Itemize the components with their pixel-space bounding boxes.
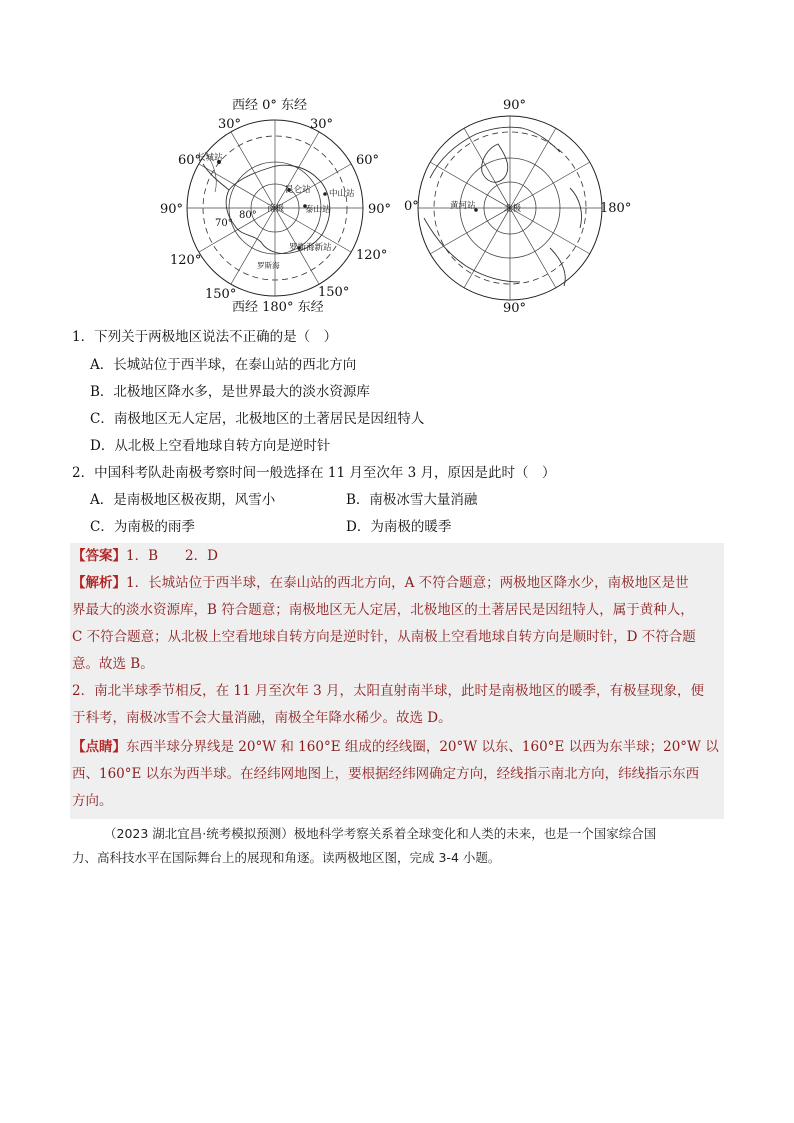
- analysis-text-1: 1．长城站位于西半球，在泰山站的西北方向，A 不符合题意；两极地区降水少，南极地区是世: [126, 575, 689, 591]
- luosi-station-label: 罗斯海新站: [289, 243, 332, 253]
- right-map-left-label: 0°: [404, 199, 419, 214]
- analysis-line-6: 于科考，南极冰雪不会大量消融，南极全年降水稀少。故选 D。: [72, 710, 452, 726]
- ross-sea-label: 罗斯海: [257, 261, 280, 270]
- question-2-stem: 2．中国科考队赴南极考察时间一般选择在 11 月至次年 3 月，原因是此时（ ）: [72, 465, 556, 481]
- question-1-option-d: D．从北极上空看地球自转方向是逆时针: [90, 438, 331, 454]
- question-2-option-c: C．为南极的雨季: [90, 519, 195, 535]
- right-map-right-label: 180°: [600, 201, 632, 216]
- comment-line-1: [72, 737, 719, 757]
- question-2-option-a: A．是南极地区极夜期，风雪小: [90, 492, 276, 508]
- comment-tag: 【点睛】: [72, 739, 126, 755]
- lat-80-label: 80°: [239, 210, 257, 221]
- left-60-right: 60°: [356, 153, 380, 168]
- question-1-option-c: C．南极地区无人定居，北极地区的土著居民是因纽特人: [90, 411, 425, 427]
- comment-line-2: 西、160°E 以东为西半球。在经纬网地图上，要根据经纬网确定方向，经线指示南北方向，纬线指示东西: [72, 766, 700, 782]
- polar-maps-figure: [160, 96, 640, 316]
- analysis-line-5: 2．南北半球季节相反，在 11 月至次年 3 月，太阳直射南半球，此时是南极地区的暖季，有极昼现象，便: [72, 683, 705, 699]
- south-pole-label: 南极: [267, 204, 285, 214]
- polar-maps-svg: [160, 96, 640, 316]
- taishan-station-label: 泰山站: [305, 205, 331, 215]
- question-1-option-b: B．北极地区降水多，是世界最大的淡水资源库: [90, 384, 370, 400]
- changcheng-station-label: 长城站: [197, 153, 223, 163]
- left-map-top-label: 西经 0° 东经: [232, 98, 308, 113]
- left-150-left: 150°: [205, 287, 237, 302]
- left-60-left: 60°: [178, 153, 202, 168]
- north-pole-label: 北极: [504, 204, 522, 214]
- question-1-option-a: A．长城站位于西半球，在泰山站的西北方向: [90, 357, 357, 373]
- question-1-stem: 1．下列关于两极地区说法不正确的是（ ）: [72, 329, 338, 345]
- kunlun-station-label: 昆仑站: [285, 185, 311, 195]
- comment-line-3: 方向。: [72, 793, 113, 809]
- analysis-line-4: 意。故选 B。: [72, 656, 154, 672]
- right-map-top-label: 90°: [503, 98, 527, 113]
- analysis-tag: 【解析】: [72, 575, 126, 591]
- question-2-option-d: D．为南极的暖季: [346, 519, 452, 535]
- analysis-line-3: C 不符合题意；从北极上空看地球自转方向是逆时针，从南极上空看地球自转方向是顺时针，D 不符合题: [72, 629, 696, 645]
- left-120-right: 120°: [356, 248, 388, 263]
- answer-line: [72, 546, 218, 566]
- analysis-line-2: 界最大的淡水资源库，B 符合题意；南极地区无人定居，北极地区的土著居民是因纽特人，属于黄种人，: [72, 602, 694, 618]
- question-2-option-b: B．南极冰雪大量消融: [346, 492, 478, 508]
- analysis-line-1: [72, 573, 689, 593]
- zhongshan-station-label: 中山站: [329, 189, 355, 199]
- comment-text-1: 东西半球分界线是 20°W 和 160°E 组成的经线圈，20°W 以东、160°E 以西为东半球；20°W 以: [126, 739, 719, 755]
- next-section-intro-line-1: （2023 湖北宜昌·统考模拟预测）极地科学考察关系着全球变化和人类的未来，也是一个国家综合国: [104, 826, 657, 841]
- lat-70-label: 70°: [215, 218, 233, 229]
- left-120-left: 120°: [170, 253, 202, 268]
- left-90-right: 90°: [368, 202, 392, 217]
- zhongshan-station-dot: [323, 192, 327, 196]
- left-90-left: 90°: [160, 202, 184, 217]
- answer-tag: 【答案】: [72, 548, 126, 564]
- left-30-top-left: 30°: [218, 117, 242, 132]
- left-150-right: 150°: [318, 285, 350, 300]
- left-map-bottom-label: 西经 180° 东经: [232, 300, 324, 315]
- antarctic-map: [187, 120, 363, 296]
- right-map-bottom-label: 90°: [503, 301, 527, 316]
- huanghe-station-label: 黄河站: [450, 201, 476, 211]
- answer-text: 1．B 2．D: [126, 548, 218, 564]
- next-section-intro-line-2: 力、高科技水平在国际舞台上的展现和角逐。读两极地区图，完成 3-4 小题。: [72, 850, 501, 865]
- left-30-top-right: 30°: [310, 117, 334, 132]
- arctic-map: [418, 116, 602, 300]
